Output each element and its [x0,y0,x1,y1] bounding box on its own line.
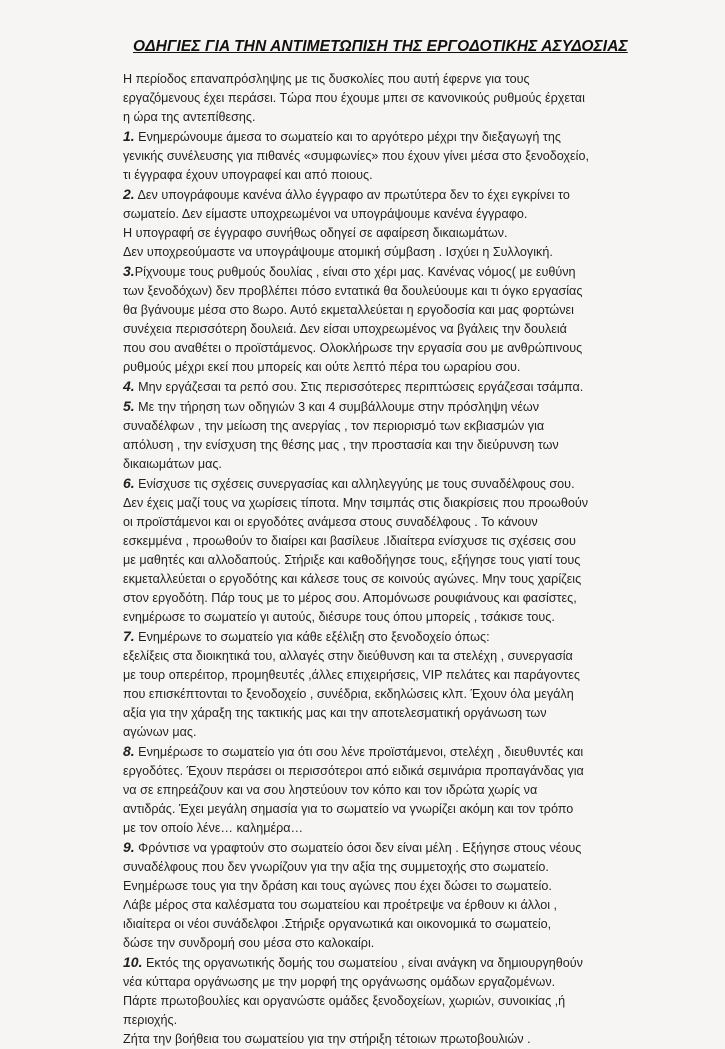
paragraph-line [123,377,683,397]
line-text: των ξενοδόχων) δεν προβλέπει πόσο εντατικά θα δουλεύουμε και τι όγκο εργασίας [123,284,583,298]
instruction-paragraph [123,377,683,397]
paragraph-line [123,320,683,339]
paragraph-number: 5. [123,398,135,414]
paragraph-number: 7. [123,628,135,644]
line-text: εσκεμμένα , προωθούν το διαίρει και βασίλευε .Ιδιαίτερα ενίσχυσε τις σχέσεις σου [123,534,576,548]
paragraph-line [123,723,683,742]
paragraph-line [123,262,683,282]
paragraph-line [123,819,683,838]
paragraph-line [123,417,683,436]
instruction-paragraph [123,185,683,262]
line-text: Ενημέρωνε το σωματείο για κάθε εξέλιξη στο ξενοδοχείο όπως: [134,630,490,644]
paragraph-line [123,436,683,455]
paragraph-number: 9. [123,839,135,855]
instruction-paragraph [123,953,683,1049]
paragraph-number: 10. [123,954,143,970]
instruction-paragraph [123,397,683,474]
line-text: Δεν έχεις μαζί τους να χωρίσεις τίποτα. Μην τσιμπάς στις διακρίσεις που προωθούν [123,496,589,510]
paragraph-line [123,513,683,532]
paragraph-line [123,781,683,800]
line-text: Εκτός της οργανωτικής δομής του σωματείου , είναι ανάγκη να δημιουργηθούν [142,956,583,970]
line-text: θα βγάνουμε μέσα στο 8ωρο. Αυτό εκμεταλλεύεται η εργοδοσία και μας φορτώνει [123,303,574,317]
paragraph-line [123,704,683,723]
paragraph-number: 4. [123,378,135,394]
line-text: εργοδότες. Έχουν περάσει οι περισσότεροι από ειδικά σεμινάρια προπαγάνδας για [123,764,584,778]
line-text: Δεν υπογράφουμε κανένα άλλο έγγραφο αν πρωτύτερα δεν το έχει εγκρίνει το [134,188,570,202]
line-text: Ενημέρωσε το σωματείο για ότι σου λένε προϊστάμενοι, στελέχη , διευθυντές και [134,745,584,759]
paragraph-line [123,301,683,320]
line-text: στον εργοδότη. Πάρ τους με το μέρος σου. Απομόνωσε ρουφιάνους και φασίστες, [123,591,577,605]
line-text: με τουρ οπερέιτορ, προμηθευτές ,άλλες επιχειρήσεις, VIP πελάτες και παράγοντες [123,668,580,682]
paragraph-line [123,973,683,992]
line-text: Με την τήρηση των οδηγιών 3 και 4 συμβάλλουμε στην πρόσληψη νέων [134,400,539,414]
line-text: συναδέλφους που δεν γνωρίζουν για την αξία της συμμετοχής στο σωματείο. [123,860,549,874]
line-text: Φρόντισε να γραφτούν στο σωματείο όσοι δεν είναι μέλη . Εξήγησε στους νέους [134,841,582,855]
paragraph-line [123,858,683,877]
paragraph-line [123,800,683,819]
paragraph-line [123,243,683,262]
line-text: αγώνων μας. [123,725,197,739]
paragraph-line [123,934,683,953]
line-text: Ρίχνουμε τους ρυθμούς δουλίας , είναι στο χέρι μας. Κανένας νόμος( με ευθύνη [134,265,576,279]
line-text: δικαιωμάτων μας. [123,457,222,471]
line-text: συναδέλφων , την μείωση της ανεργίας , τον περιορισμό των εκβιασμών για [123,419,545,433]
paragraph-line [123,589,683,608]
paragraph-line [123,742,683,762]
line-text: Ζήτα την βοήθεια του σωματείου για την στήριξη τέτοιων πρωτοβουλιών . [123,1032,531,1046]
line-text: Ενίσχυσε τις σχέσεις συνεργασίας και αλληλεγγύης με τους συναδέλφους σου. [134,477,575,491]
line-text: με τον οποίο λένε… καλημέρα… [123,821,304,835]
line-text: ενημέρωσε το σωματείο γι αυτούς, διέσυρε τους όπου μπορείς , τσάκισε τους. [123,610,555,624]
paragraph-line [123,915,683,934]
paragraph-line [123,224,683,243]
line-text: Λάβε μέρος στα καλέσματα του σωματείου και προέτρεψε να έρθουν κι άλλοι , [123,898,557,912]
line-text: απόλυση , την ενίσχυση της θέσης μας , την προστασία και την διεύρυνση των [123,438,559,452]
paragraph-line [123,474,683,494]
line-text: νέα κύτταρα οργάνωσης με την μορφή της οργάνωσης ομάδων εργαζομένων. [123,975,556,989]
paragraph-line [123,397,683,417]
paragraph-line [123,762,683,781]
paragraph-line [123,896,683,915]
line-text: Μην εργάζεσαι τα ρεπό σου. Στις περισσότερες περιπτώσεις εργάζεσαι τσάμπα. [134,380,584,394]
paragraph-line [123,127,683,147]
paragraph-line [123,1011,683,1030]
line-text: να σε επηρεάζουν και να σου ληστεύουν τον κόπο και τον ιδρώτα χωρίς να [123,783,538,797]
line-text: περιοχής. [123,1013,178,1027]
line-text: σωματείο. Δεν είμαστε υποχρεωμένοι να υπογράψουμε κανένα έγγραφο. [123,207,528,221]
paragraph-line [123,108,683,127]
paragraph-number: 8. [123,743,135,759]
line-text: Η υπογραφή σε έγγραφο συνήθως οδηγεί σε αφαίρεση δικαιωμάτων. [123,226,508,240]
paragraph-line [123,494,683,513]
paragraph-line [123,838,683,858]
paragraph-line [123,685,683,704]
paragraph-line [123,205,683,224]
instruction-paragraph [123,70,683,127]
instruction-paragraph [123,627,683,742]
document-title: ΟΔΗΓΙΕΣ ΓΙΑ ΤΗΝ ΑΝΤΙΜΕΤΩΠΙΣΗ ΤΗΣ ΕΡΓΟΔΟΤΙΚΗΣ ΑΣΥΔΟΣΙΑΣ [133,38,628,55]
paragraph-line [123,70,683,89]
line-text: τι έγγραφα έχουν υπογραφεί και από ποιους. [123,168,373,182]
line-text: Δεν υποχρεούμαστε να υπογράψουμε ατομική σύμβαση . Ισχύει η Συλλογική. [123,245,553,259]
paragraph-line [123,147,683,166]
line-text: συνέχεια περισσότερη δουλειά. Δεν είσαι υποχρεωμένος να βγάλεις την δουλειά [123,322,567,336]
paragraph-line [123,608,683,627]
paragraph-number: 6. [123,475,135,491]
paragraph-line [123,570,683,589]
line-text: εξελίξεις στα διοικητικά του, αλλαγές στην διεύθυνση και τα στελέχη , συνεργασία [123,649,573,663]
paragraph-line [123,532,683,551]
instruction-paragraph [123,127,683,185]
line-text: Η περίοδος επαναπρόσληψης με τις δυσκολίες που αυτή έφερνε για τους [123,72,530,86]
paragraph-line [123,166,683,185]
line-text: εκμεταλλεύεται ο εργοδότης και κάλεσε τους σε κοινούς αγώνες. Μην τους χαρίζεις [123,572,582,586]
paragraph-line [123,647,683,666]
line-text: αξία για την χάραξη της τακτικής μας και την αποτελεσματική οργάνωση των [123,706,547,720]
line-text: ρυθμούς μέχρι εκεί που μπορείς και ούτε λεπτό πέρα του ωραρίου σου. [123,360,521,374]
line-text: Ενημερώνουμε άμεσα το σωματείο και το αργότερο μέχρι την διεξαγωγή της [134,130,561,144]
document-body [123,70,683,1049]
paragraph-line [123,339,683,358]
line-text: που επισκέπτονται το ξενοδοχείο , συνέδρια, εκδηλώσεις κλπ. Έχουν όλα μεγάλη [123,687,574,701]
paragraph-number: 3. [123,263,135,279]
paragraph-line [123,1030,683,1049]
line-text: η ώρα της αντεπίθεσης. [123,110,256,124]
line-text: αντιδράς. Έχει μεγάλη σημασία για το σωματείο να γνωρίζει ακόμη και τον τρόπο [123,802,574,816]
line-text: γενικής συνέλευσης για πιθανές «συμφωνίες» που έχουν γίνει μέσα στο ξενοδοχείο, [123,149,589,163]
line-text: που σου αναθέτει ο προϊστάμενος. Ολοκλήρωσε την εργασία σου με ανθρώπινους [123,341,583,355]
paragraph-line [123,953,683,973]
paragraph-line [123,282,683,301]
line-text: Ενημέρωσε τους για την δράση και τους αγώνες που έχει δώσει το σωματείο. [123,879,552,893]
paragraph-line [123,877,683,896]
paragraph-line [123,627,683,647]
paragraph-line [123,89,683,108]
paragraph-line [123,455,683,474]
instruction-paragraph [123,838,683,953]
line-text: δώσε την συνδρομή σου μέσα στο καλοκαίρι. [123,936,375,950]
line-text: ιδιαίτερα οι νέοι συνάδελφοι .Στήριξε οργανωτικά και οικονομικά το σωματείο, [123,917,552,931]
line-text: με μαθητές και αλλοδαπούς. Στήριξε και καθοδήγησε τους, εξήγησε τους γιατί τους [123,553,581,567]
paragraph-number: 1. [123,128,135,144]
line-text: οι προϊστάμενοι και οι εργοδότες ανάμεσα στους συναδέλφους . Το κάνουν [123,515,538,529]
paragraph-line [123,185,683,205]
instruction-paragraph [123,262,683,377]
line-text: εργαζόμενους έχει περάσει. Τώρα που έχουμε μπει σε κανονικούς ρυθμούς έρχεται [123,91,585,105]
paragraph-line [123,551,683,570]
paragraph-number: 2. [123,186,135,202]
paragraph-line [123,358,683,377]
line-text: Πάρτε πρωτοβουλίες και οργανώστε ομάδες ξενοδοχείων, χωριών, συνοικίας ,ή [123,994,566,1008]
paragraph-line [123,666,683,685]
instruction-paragraph [123,742,683,838]
instruction-paragraph [123,474,683,627]
paragraph-line [123,992,683,1011]
